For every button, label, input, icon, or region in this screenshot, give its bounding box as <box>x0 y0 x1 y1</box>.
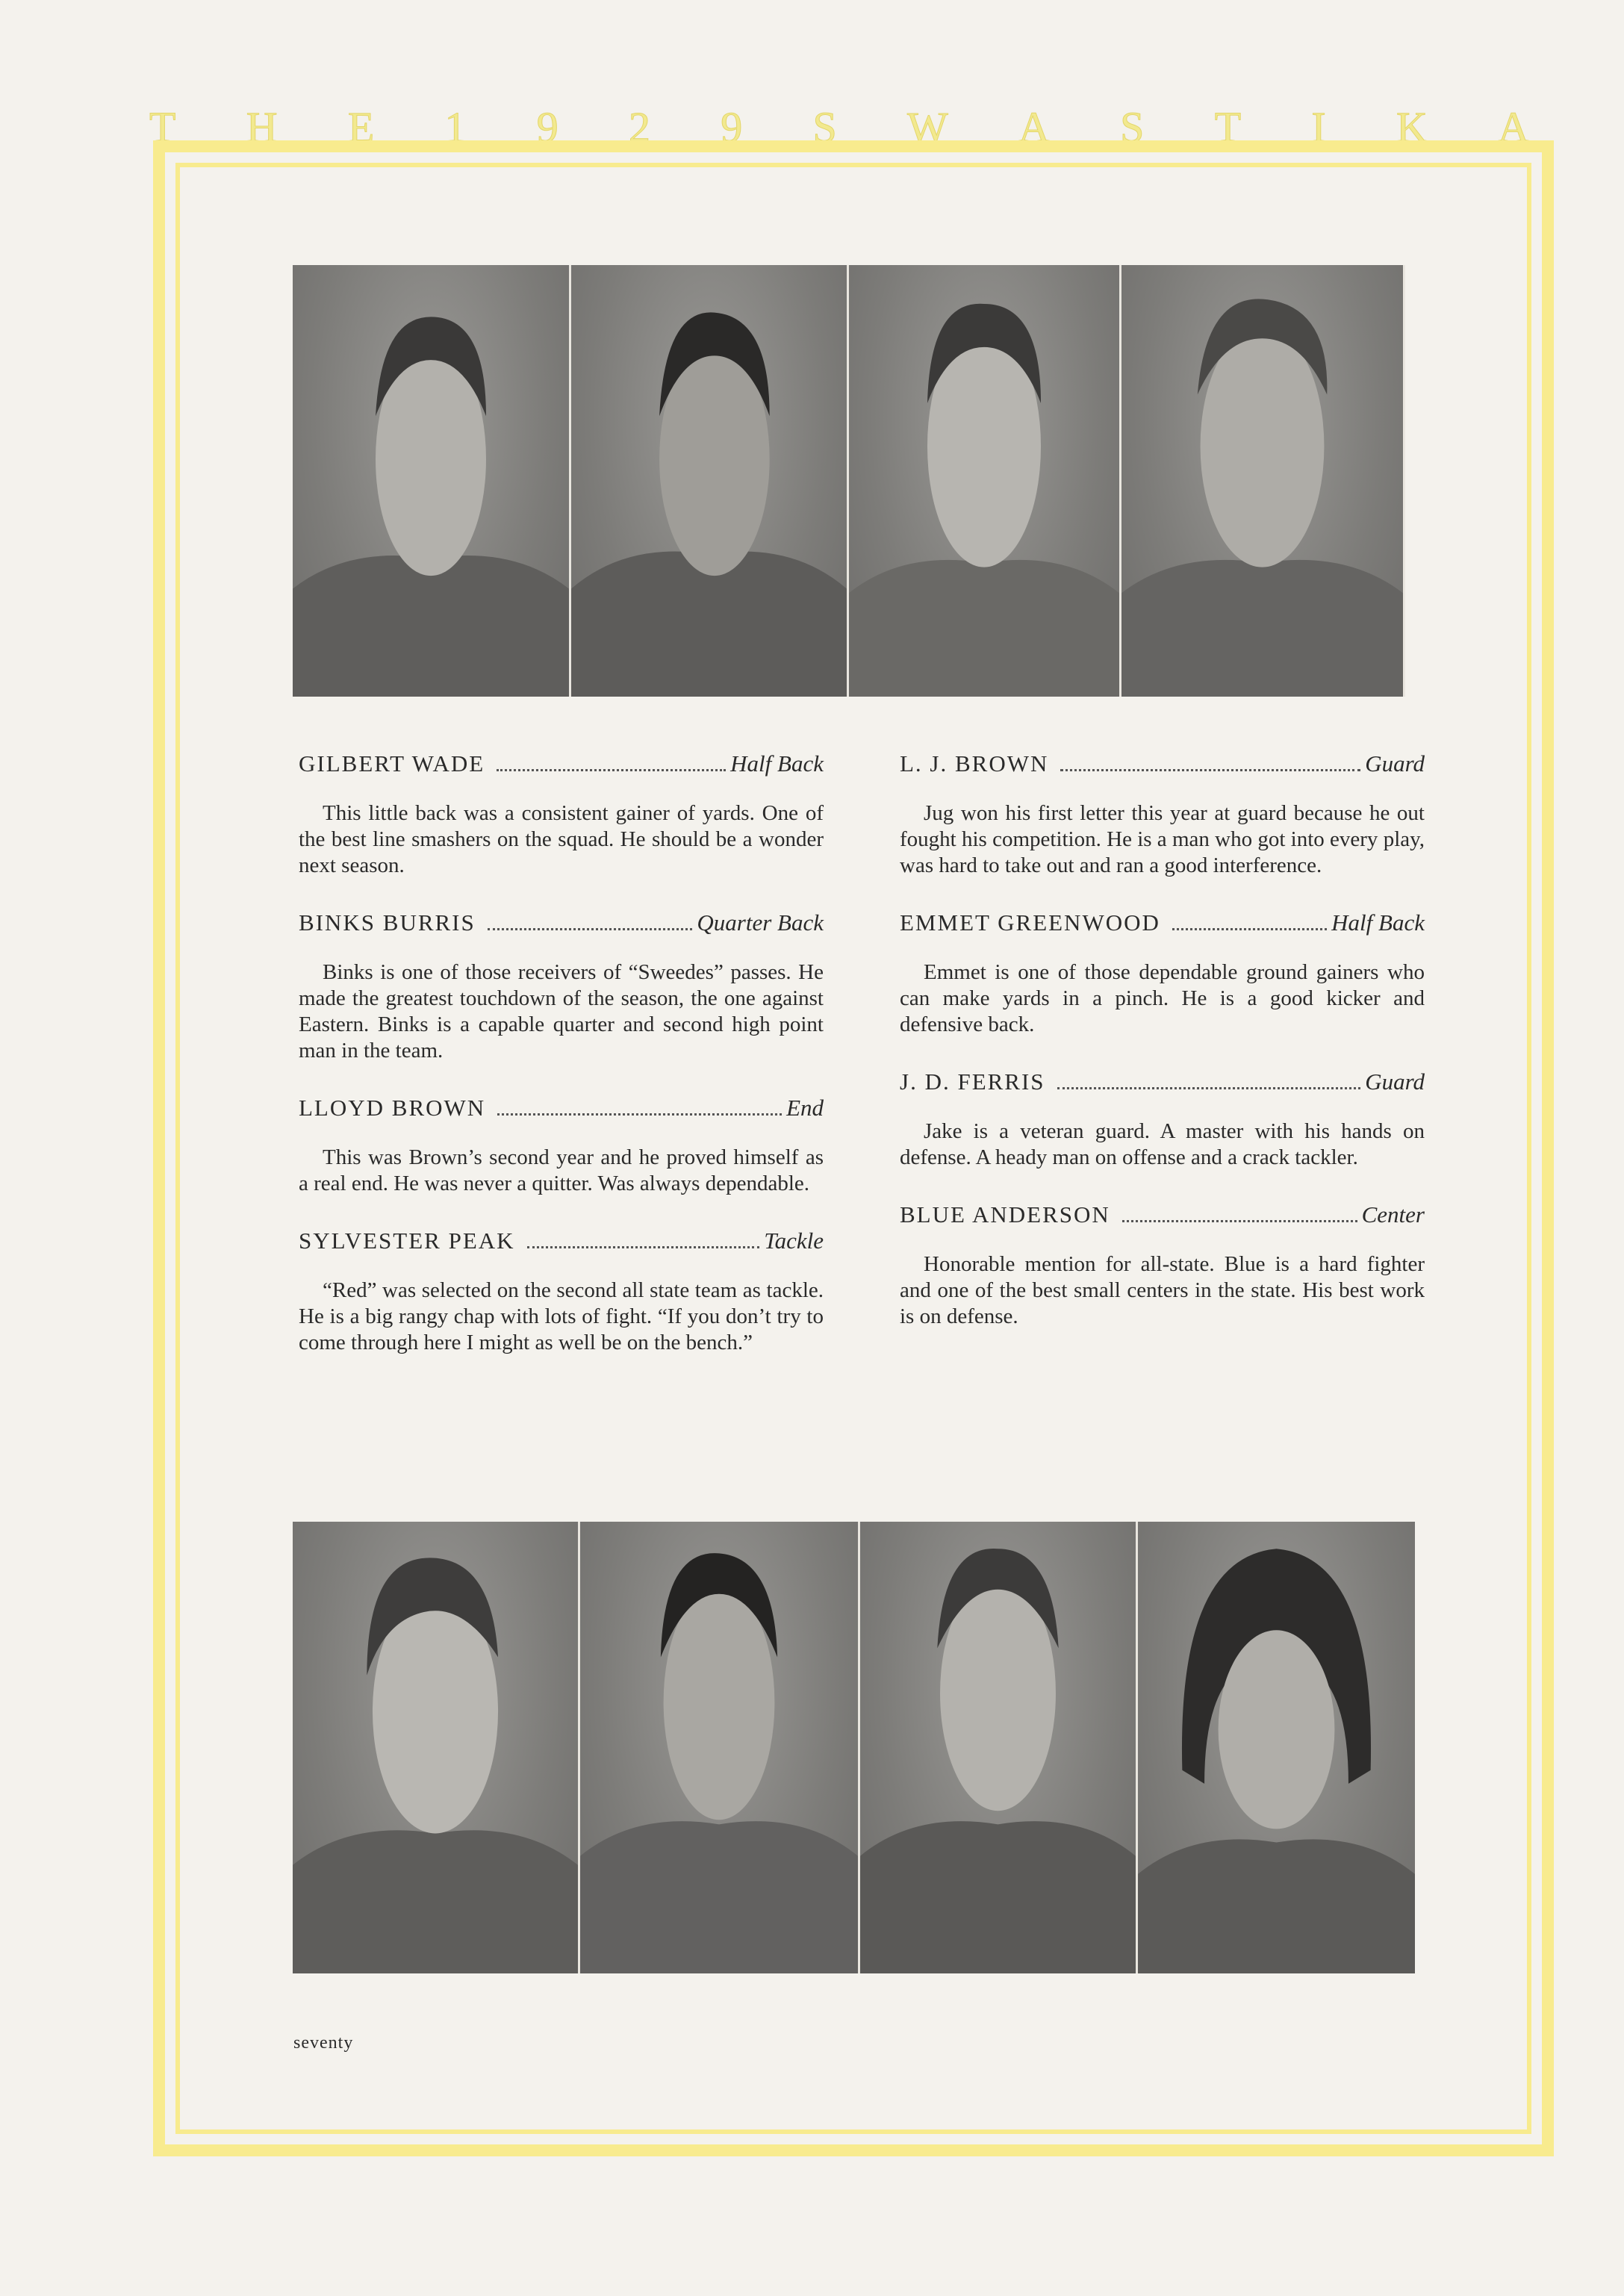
portrait-photo <box>1138 1522 1415 1973</box>
header-letter: 2 <box>629 102 653 152</box>
player-heading <box>900 1065 1425 1099</box>
page-number: seventy <box>293 2033 354 2053</box>
player-description: “Red” was selected on the second all state team as tackle. He is a big rangy chap with lots of fight. “If you don’t try to come through here I might as well be on the bench.” <box>299 1278 824 1354</box>
player-name: SYLVESTER PEAK <box>299 1228 515 1254</box>
header-letter: W <box>907 102 950 152</box>
header-letter: 9 <box>721 102 744 152</box>
player-name: EMMET GREENWOOD <box>900 909 1160 936</box>
portrait-photo <box>293 265 571 697</box>
header-letter: T <box>1214 102 1243 152</box>
portrait-photo <box>571 265 849 697</box>
player-entry <box>900 1065 1425 1171</box>
player-heading <box>299 1091 824 1125</box>
player-description: Emmet is one of those dependable ground gainers who can make yards in a pinch. He is a good kicker and defensive back. <box>900 960 1425 1036</box>
player-name: LLOYD BROWN <box>299 1095 486 1121</box>
player-position: Half Back <box>730 750 824 777</box>
player-position: Center <box>1361 1201 1425 1228</box>
player-position: Guard <box>1365 1068 1425 1095</box>
portrait-photo <box>860 1522 1138 1973</box>
player-description: This little back was a consistent gainer of yards. One of the best line smashers on the squad. He should be a wonder next season. <box>299 801 824 877</box>
player-position: Guard <box>1365 750 1425 777</box>
player-position: Half Back <box>1331 909 1425 936</box>
player-heading <box>900 906 1425 940</box>
player-heading <box>900 747 1425 781</box>
player-entry <box>299 1091 824 1197</box>
header-letter: 9 <box>536 102 560 152</box>
dot-leader <box>1122 1220 1357 1222</box>
header-letter: S <box>1120 102 1146 152</box>
dot-leader <box>488 928 693 930</box>
player-heading <box>299 1224 824 1258</box>
dot-leader <box>1172 928 1327 930</box>
player-entry <box>900 747 1425 879</box>
player-column-right <box>900 747 1425 1357</box>
player-description: Honorable mention for all-state. Blue is a hard fighter and one of the best small centers in the state. His best work is on defense. <box>900 1252 1425 1328</box>
player-entry <box>299 1224 824 1356</box>
portrait-photo <box>580 1522 860 1973</box>
header-letter: S <box>812 102 839 152</box>
player-description: Jake is a veteran guard. A master with his hands on defense. A heady man on offense and a crack tackler. <box>900 1119 1425 1169</box>
player-description: This was Brown’s second year and he proved himself as a real end. He was never a quitter. Was always dependable. <box>299 1145 824 1195</box>
dot-leader <box>1057 1087 1361 1089</box>
player-entry <box>299 906 824 1064</box>
dot-leader <box>497 769 726 771</box>
player-position: End <box>786 1095 824 1121</box>
player-name: L. J. BROWN <box>900 750 1049 777</box>
player-heading <box>299 747 824 781</box>
portrait-row-bottom <box>293 1522 1415 1973</box>
portrait-photo <box>293 1522 580 1973</box>
player-position: Tackle <box>764 1228 824 1254</box>
dot-leader <box>527 1246 760 1248</box>
player-name: GILBERT WADE <box>299 750 485 777</box>
portrait-photo <box>849 265 1121 697</box>
portrait-photo <box>1121 265 1405 697</box>
player-name: BINKS BURRIS <box>299 909 476 936</box>
header-letter: 1 <box>444 102 468 152</box>
player-entry <box>900 906 1425 1038</box>
player-description: Jug won his first letter this year at guard because he out fought his competition. He is a man who got into every play, was hard to take out and ran a good interference. <box>900 801 1425 877</box>
player-name: BLUE ANDERSON <box>900 1201 1110 1228</box>
header-letter: A <box>1018 102 1051 152</box>
player-heading <box>299 906 824 940</box>
player-description: Binks is one of those receivers of “Sweedes” passes. He made the greatest touchdown of the season, the one against Eastern. Binks is a capable quarter and second high point man in the team. <box>299 960 824 1063</box>
player-name: J. D. FERRIS <box>900 1068 1045 1095</box>
header-letter: T <box>149 102 178 152</box>
header-letter: K <box>1396 102 1429 152</box>
dot-leader <box>1060 769 1360 771</box>
portrait-row-top <box>293 265 1405 697</box>
player-entry <box>299 747 824 879</box>
player-column-left <box>299 747 824 1383</box>
header-letter: H <box>246 102 279 152</box>
header-letter: I <box>1311 102 1328 152</box>
header-letter: E <box>347 102 376 152</box>
player-position: Quarter Back <box>697 909 824 936</box>
header-letter: A <box>1498 102 1531 152</box>
player-heading <box>900 1198 1425 1232</box>
dot-leader <box>497 1113 782 1116</box>
player-entry <box>900 1198 1425 1330</box>
